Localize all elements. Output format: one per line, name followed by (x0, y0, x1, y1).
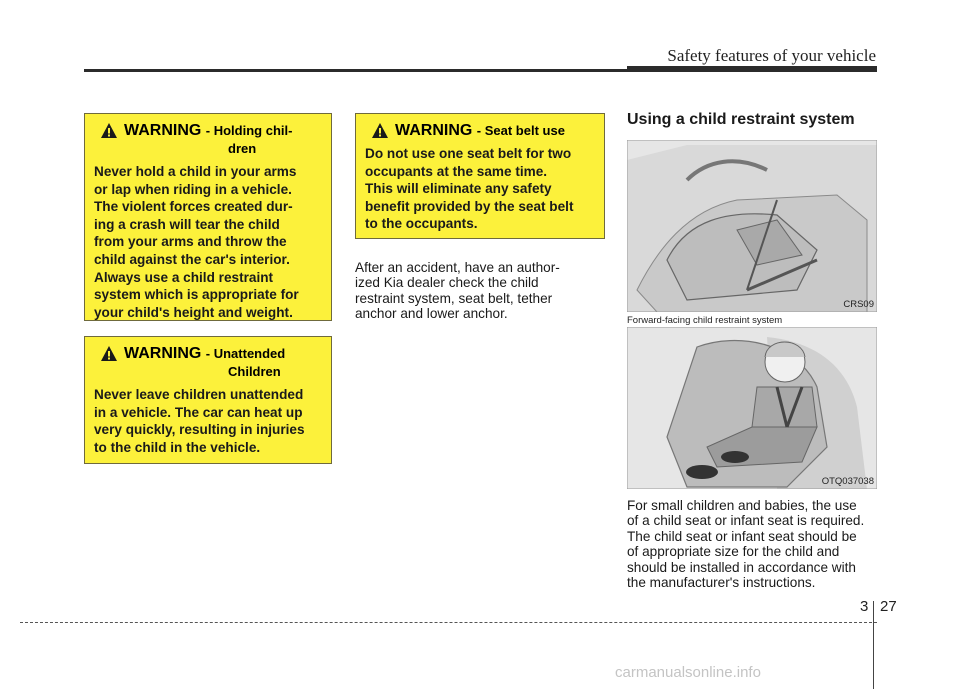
warning-body: Do not use one seat belt for two occupants at the same time. This will eliminate any safety benefit provided by the seat belt to the occupants. (365, 146, 574, 232)
after-accident-paragraph: After an accident, have an author- ized Kia dealer check the child restraint system, seat belt, tether anchor and lower anchor. (355, 260, 560, 322)
warning-subtitle: - Holding chil- (205, 123, 293, 138)
footer-rule (20, 622, 877, 623)
warning-label: WARNING (395, 122, 473, 139)
warning-label: WARNING (124, 122, 202, 139)
warning-heading (94, 345, 322, 381)
watermark-text: carmanualsonline.info (615, 664, 761, 681)
child-seat-paragraph: For small children and babies, the use of a child seat or infant seat is required. The child seat or infant seat should be of appropriate size for the child and should be installed in accordance with the manufacturer's instructions. (627, 498, 865, 591)
footer-divider (873, 601, 874, 689)
warning-triangle-icon (100, 122, 118, 139)
header-rule-accent (627, 66, 877, 72)
figure-caption-forward: Forward-facing child restraint system (627, 315, 783, 326)
warning-box-unattended-children (84, 336, 332, 464)
forward-child-seat-illustration (627, 327, 877, 489)
chapter-number: 3 (860, 598, 869, 615)
page-number: 27 (880, 598, 897, 615)
warning-box-holding-children (84, 113, 332, 321)
figure-code: OTQ037038 (821, 476, 874, 487)
warning-subtitle-cont: dren (228, 141, 257, 156)
figure-forward-child-seat (627, 327, 877, 489)
warning-label: WARNING (124, 345, 202, 362)
warning-subtitle: - Seat belt use (476, 123, 565, 138)
warning-triangle-icon (100, 345, 118, 362)
warning-heading (365, 122, 595, 140)
section-title: Using a child restraint system (627, 111, 855, 128)
warning-body: Never hold a child in your arms or lap when riding in a vehicle. The violent forces created dur- ing a crash will tear the child from your arms and throw the child against the car's interior. Always use a child restraint system which is appropriate for your child's height and weight. (94, 164, 299, 320)
warning-heading (94, 122, 322, 158)
figure-code: CRS09 (843, 299, 874, 310)
warning-box-seat-belt-use (355, 113, 605, 239)
header-title: Safety features of your vehicle (667, 46, 876, 65)
warning-subtitle: - Unattended (205, 346, 286, 361)
warning-subtitle-cont: Children (228, 364, 281, 379)
figure-rearward-child-seat (627, 140, 877, 312)
rearward-child-seat-illustration (627, 140, 877, 312)
warning-body: Never leave children unattended in a vehicle. The car can heat up very quickly, resulting in injuries to the child in the vehicle. (94, 387, 305, 455)
warning-triangle-icon (371, 122, 389, 139)
